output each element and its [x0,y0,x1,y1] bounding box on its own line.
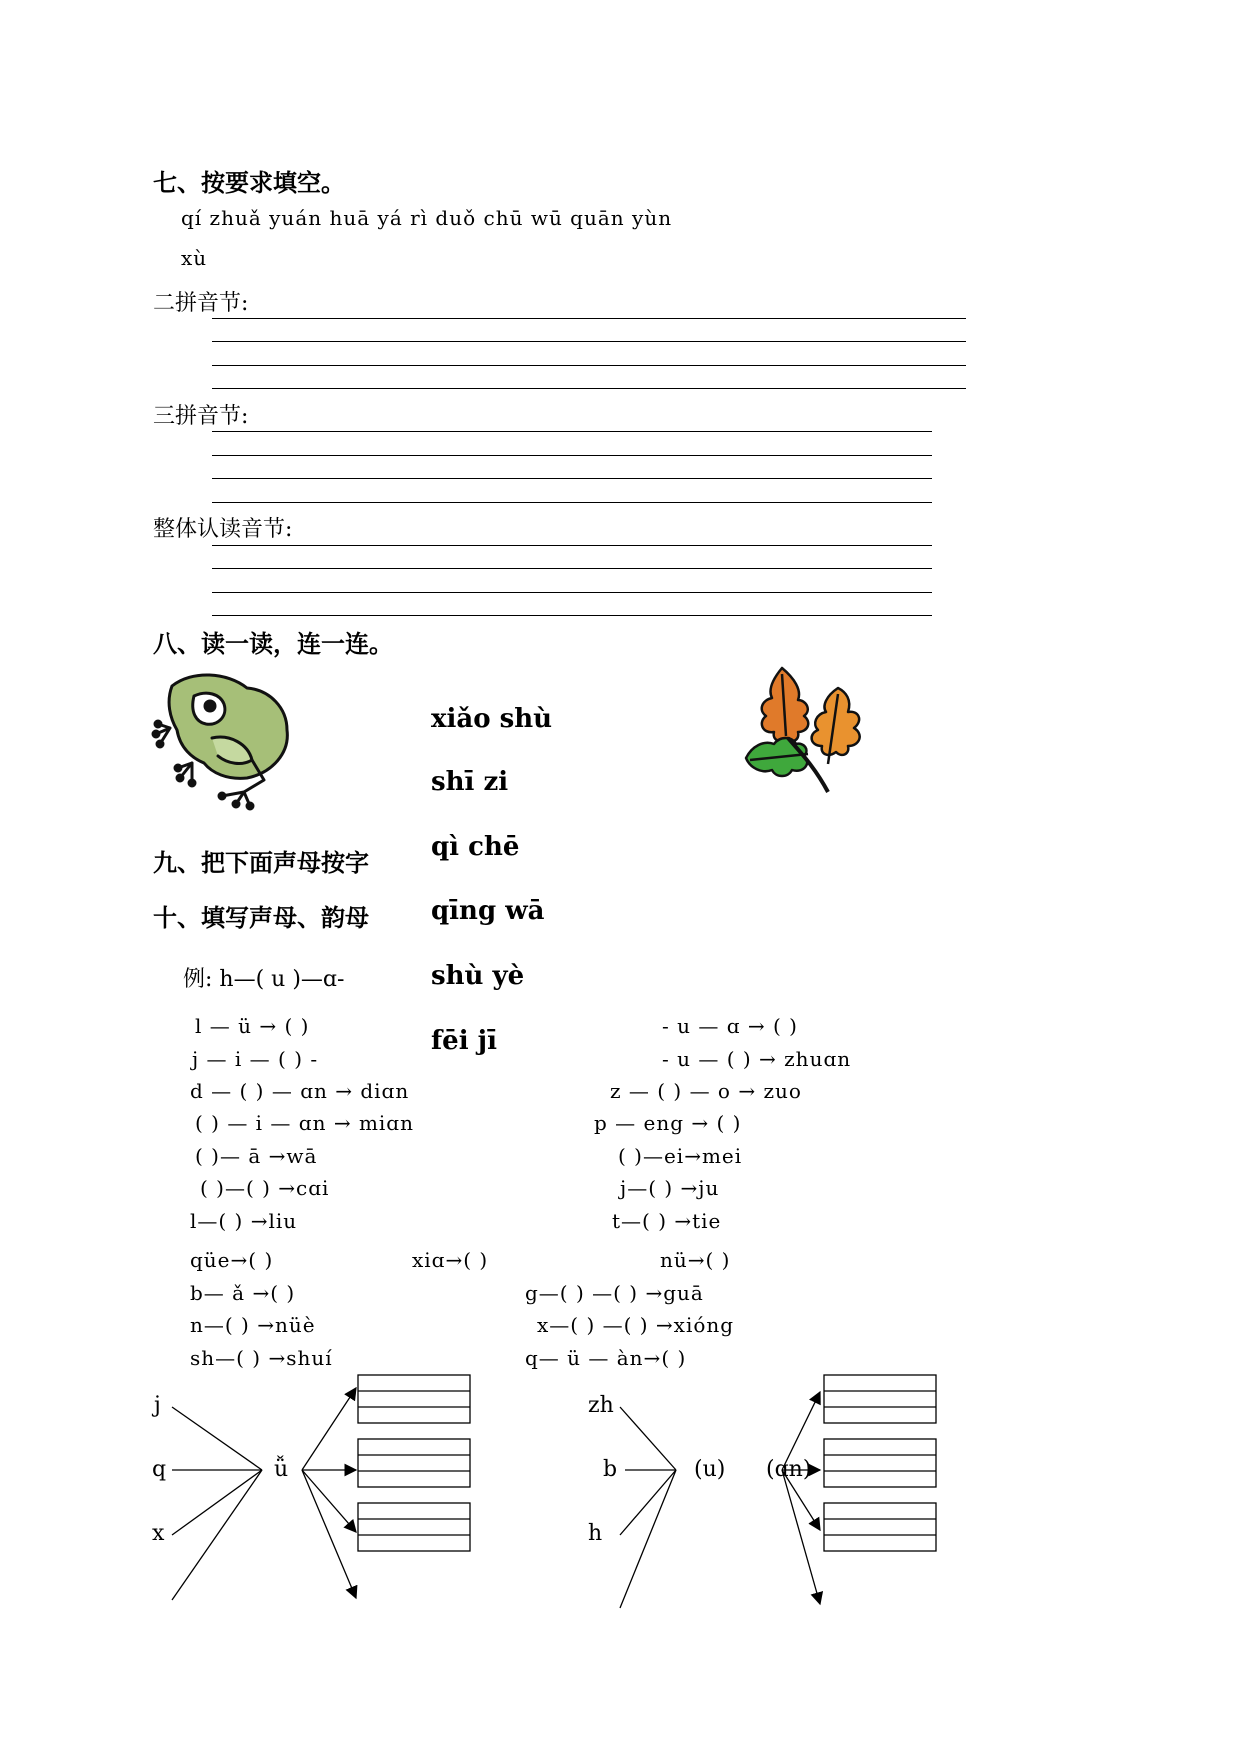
initial-label: b [603,1457,618,1482]
final-label: (ɑn) [766,1457,812,1482]
syllable-list-cont: xù [181,246,208,270]
exercise-row: d — ( ) — ɑn → diɑn [190,1079,410,1103]
example-row: 例: h—( u )—ɑ- [183,967,345,992]
grid-cell: b— ǎ →( ) [190,1281,296,1305]
initial-label: x [152,1521,165,1546]
answer-line [212,592,932,593]
grid-cell: sh—( ) →shuí [190,1346,333,1370]
answer-line [212,478,932,479]
whole-read-label: 整体认读音节: [153,517,293,542]
final-label: ǚ [274,1457,289,1482]
two-spell-label: 二拼音节: [153,291,249,316]
exercise-row: - u — ( ) → zhuɑn [662,1047,852,1071]
grid-cell: xiɑ→( ) [412,1248,489,1272]
exercise-row: ( ) — i — ɑn → miɑn [195,1111,414,1135]
section8-heading: 八、读一读，连一连。 [153,629,393,658]
exercise-row: p — eng → ( ) [594,1111,742,1135]
answer-line [212,455,932,456]
section10-heading: 十、填写声母、韵母 [153,903,369,932]
final-label: (u) [694,1457,726,1482]
grid-cell: x—( ) —( ) →xióng [537,1313,735,1337]
answer-line [212,365,966,366]
initial-label: j [154,1393,161,1418]
answer-line [212,341,966,342]
answer-line [212,615,932,616]
initial-label: q [152,1457,167,1482]
answer-line [212,431,932,432]
syllable-list: qí zhuǎ yuán huā yá rì duǒ chū wū quān yùn [181,206,673,230]
word-item: shù yè [431,961,525,991]
exercise-row: ( )— ā →wā [195,1144,318,1168]
exercise-row: - u — ɑ → ( ) [662,1014,798,1038]
answer-line [212,568,932,569]
exercise-row: ( )—( ) →cɑi [200,1176,330,1200]
section9-heading: 九、把下面声母按字 [153,848,369,877]
exercise-row: l — ü → ( ) [195,1014,310,1038]
grid-cell: q— ü — àn→( ) [525,1346,687,1370]
answer-line [212,502,932,503]
word-item: fēi jī [431,1026,497,1056]
grid-cell: nü→( ) [660,1248,731,1272]
exercise-row: ( )—ei→mei [618,1144,743,1168]
exercise-row: j — i — ( ) - [192,1047,319,1071]
exercise-row: t—( ) →tie [612,1209,722,1233]
section7-heading: 七、按要求填空。 [153,168,345,197]
answer-line [212,318,966,319]
word-item: shī zi [431,767,509,797]
exercise-row: l—( ) →liu [190,1209,298,1233]
word-item: qīng wā [431,896,545,926]
three-spell-label: 三拼音节: [153,404,249,429]
word-item: xiǎo shù [431,704,553,734]
answer-line [212,388,966,389]
initial-label: h [588,1521,603,1546]
grid-cell: n—( ) →nüè [190,1313,316,1337]
initial-label: zh [588,1393,614,1418]
exercise-row: z — ( ) — o → zuo [610,1079,802,1103]
exercise-row: j—( ) →ju [620,1176,720,1200]
answer-line [212,545,932,546]
grid-cell: g—( ) —( ) →guā [525,1281,704,1305]
grid-cell: qüe→( ) [190,1248,274,1272]
word-item: qì chē [431,832,520,862]
